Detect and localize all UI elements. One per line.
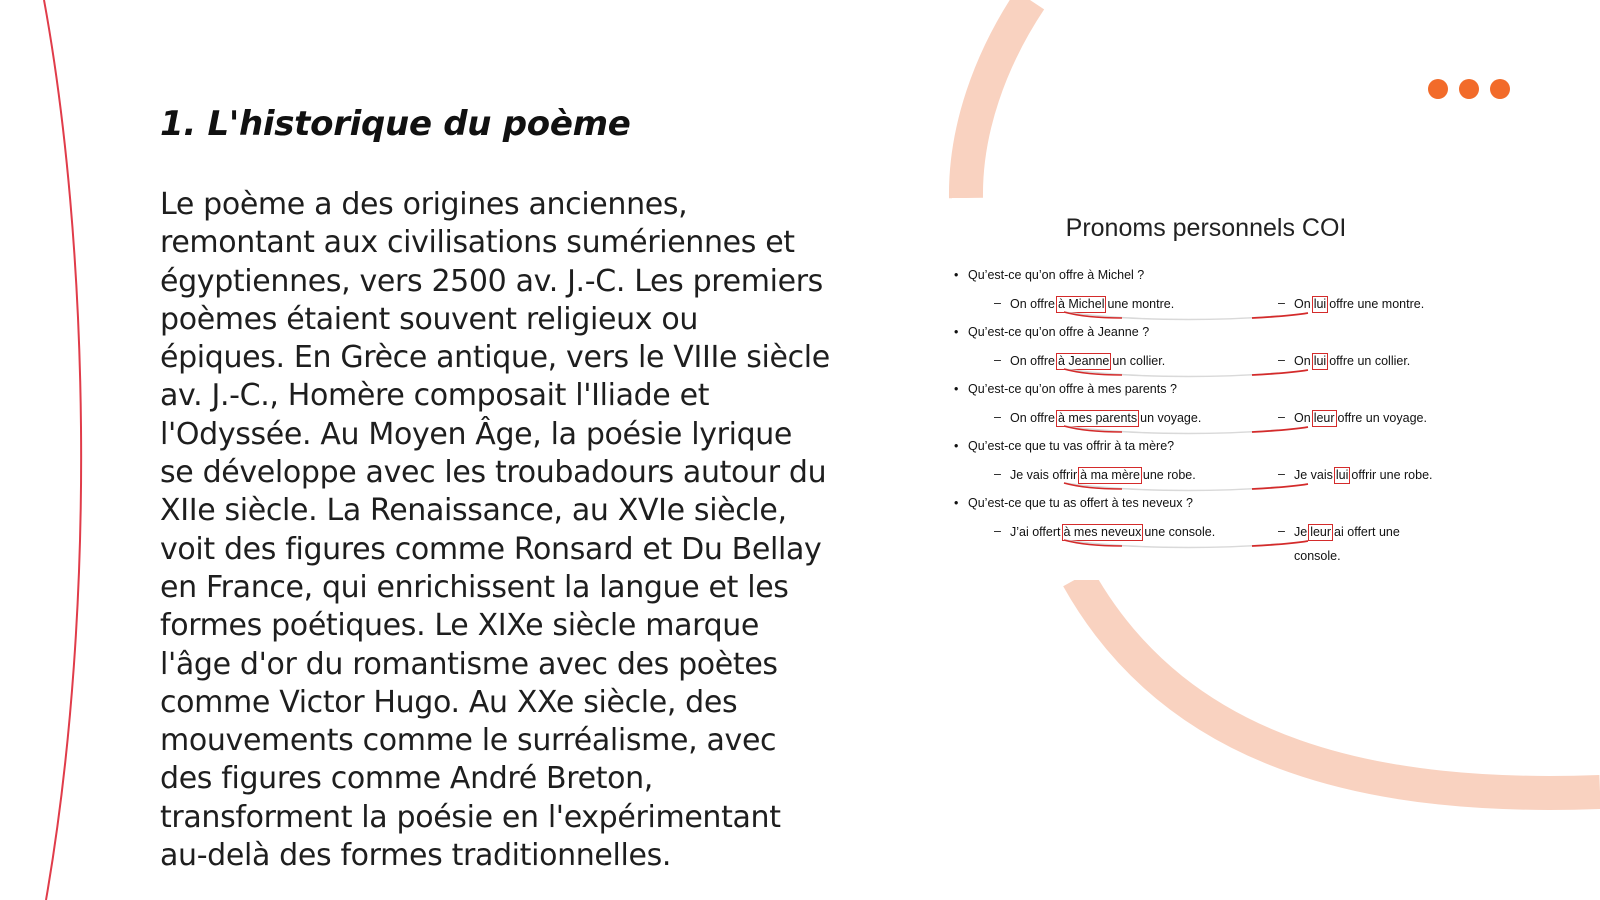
phrase-text: On bbox=[1294, 411, 1311, 425]
exercise-answer bbox=[1010, 467, 1196, 484]
phrase-text: Je bbox=[1294, 525, 1308, 539]
exercise-replacement bbox=[1294, 296, 1424, 313]
orange-arc-upper bbox=[966, 0, 1030, 198]
phrase-text: On offre bbox=[1010, 354, 1055, 368]
phrase-text: On offre bbox=[1010, 411, 1055, 425]
body-text-line: Le poème a des origines anciennes, bbox=[160, 187, 688, 222]
exercise-answer bbox=[1010, 410, 1201, 427]
red-swoosh-end bbox=[1252, 484, 1308, 489]
exercise-question: • Qu’est-ce qu’on offre à mes parents ? bbox=[968, 382, 1177, 396]
exercise-replacement bbox=[1294, 467, 1433, 484]
exercise-replacement bbox=[1294, 353, 1410, 370]
body-text-line: XIIe siècle. La Renaissance, au XVIe siècle, bbox=[160, 493, 787, 529]
connector-swoosh bbox=[1064, 312, 1278, 319]
phrase-text: un collier. bbox=[1112, 354, 1166, 368]
phrase-text: Je vais offrir bbox=[1010, 468, 1078, 482]
phrase-text: une robe. bbox=[1142, 468, 1196, 482]
red-swoosh-end bbox=[1252, 370, 1308, 375]
body-text-line: remontant aux civilisations sumériennes et bbox=[160, 225, 795, 261]
body-text-line: av. J.-C., Homère composait l'Iliade et bbox=[160, 378, 710, 414]
body-text-line: l'Odyssée. Au Moyen Âge, la poésie lyrique bbox=[160, 416, 793, 452]
exercise-replacement-continued: console. bbox=[1294, 549, 1341, 563]
body-text-line: se développe avec les troubadours autour du bbox=[160, 455, 827, 491]
highlighted-pronoun-box: à mes parents bbox=[1057, 411, 1138, 425]
body-text-line: voit des figures comme Ronsard et Du Bellay bbox=[160, 531, 822, 567]
highlighted-pronoun-box: leur bbox=[1310, 525, 1332, 539]
phrase-text: un voyage. bbox=[1140, 411, 1202, 425]
body-text-line: au-delà des formes traditionnelles. bbox=[160, 838, 672, 874]
highlighted-pronoun-box: lui bbox=[1313, 354, 1327, 368]
phrase-text: offre un voyage. bbox=[1337, 411, 1427, 425]
exercise-question: • Qu’est-ce qu’on offre à Jeanne ? bbox=[968, 325, 1149, 339]
connector-swoosh bbox=[1064, 426, 1278, 433]
body-text-line: mouvements comme le surréalisme, avec bbox=[160, 723, 777, 759]
phrase-text: une montre. bbox=[1107, 297, 1175, 311]
exercise-question: • Qu’est-ce que tu vas offrir à ta mère? bbox=[968, 439, 1174, 453]
phrase-text: offre un collier. bbox=[1329, 354, 1411, 368]
phrase-text: On offre bbox=[1010, 297, 1055, 311]
body-text-line: des figures comme André Breton, bbox=[160, 761, 653, 797]
red-swoosh-end bbox=[1252, 541, 1308, 546]
phrase-text: offrir une robe. bbox=[1351, 468, 1433, 482]
phrase-text: une console. bbox=[1144, 525, 1216, 539]
embedded-slide-image bbox=[952, 198, 1460, 580]
exercise-answer bbox=[1010, 524, 1215, 541]
phrase-text: On bbox=[1294, 297, 1311, 311]
red-swoosh-end bbox=[1252, 427, 1308, 432]
connector-swoosh bbox=[1064, 540, 1278, 547]
exercise-replacement bbox=[1294, 410, 1427, 427]
exercise-question: • Qu’est-ce qu’on offre à Michel ? bbox=[968, 268, 1144, 282]
body-text-line: en France, qui enrichissent la langue et les bbox=[160, 569, 789, 605]
highlighted-pronoun-box: lui bbox=[1335, 468, 1349, 482]
body-text-line: formes poétiques. Le XIXe siècle marque bbox=[160, 608, 760, 644]
phrase-text: J’ai offert bbox=[1010, 525, 1061, 539]
highlighted-pronoun-box: à Jeanne bbox=[1057, 354, 1110, 368]
connector-swoosh bbox=[1064, 369, 1278, 376]
slide-body-text bbox=[160, 186, 850, 875]
phrase-text: Je vais bbox=[1294, 468, 1333, 482]
highlighted-pronoun-box: à Michel bbox=[1057, 297, 1105, 311]
exercise-answer bbox=[1010, 353, 1165, 370]
highlighted-pronoun-box: lui bbox=[1313, 297, 1327, 311]
dot bbox=[1459, 79, 1479, 99]
dot bbox=[1428, 79, 1448, 99]
body-text-line: l'âge d'or du romantisme avec des poètes bbox=[160, 646, 778, 682]
red-swoosh-end bbox=[1252, 313, 1308, 318]
phrase-text: On bbox=[1294, 354, 1311, 368]
body-text-line: égyptiennes, vers 2500 av. J.-C. Les premiers bbox=[160, 263, 823, 299]
highlighted-pronoun-box: leur bbox=[1313, 411, 1335, 425]
highlighted-pronoun-box: à mes neveux bbox=[1063, 525, 1142, 539]
exercise-question: • Qu’est-ce que tu as offert à tes neveux ? bbox=[968, 496, 1193, 510]
connector-swoosh bbox=[1064, 483, 1278, 490]
embedded-slide-title: Pronoms personnels COI bbox=[1065, 214, 1347, 242]
left-accent-curve bbox=[44, 0, 81, 900]
body-text-line: poèmes étaient souvent religieux ou bbox=[160, 301, 698, 337]
highlighted-pronoun-box: à ma mère bbox=[1080, 468, 1140, 482]
body-text-line: comme Victor Hugo. Au XXe siècle, des bbox=[160, 684, 738, 720]
phrase-text: ai offert une bbox=[1334, 525, 1400, 539]
exercise-replacement bbox=[1294, 524, 1400, 541]
slide-title: 1. L'historique du poème bbox=[160, 104, 631, 144]
exercise-answer bbox=[1010, 296, 1174, 313]
body-text-line: transforment la poésie en l'expérimentant bbox=[160, 799, 781, 835]
phrase-text: offre une montre. bbox=[1329, 297, 1425, 311]
body-text-line: épiques. En Grèce antique, vers le VIIIe siècle bbox=[160, 340, 830, 376]
dot bbox=[1490, 79, 1510, 99]
orange-arc-lower bbox=[1078, 578, 1600, 793]
